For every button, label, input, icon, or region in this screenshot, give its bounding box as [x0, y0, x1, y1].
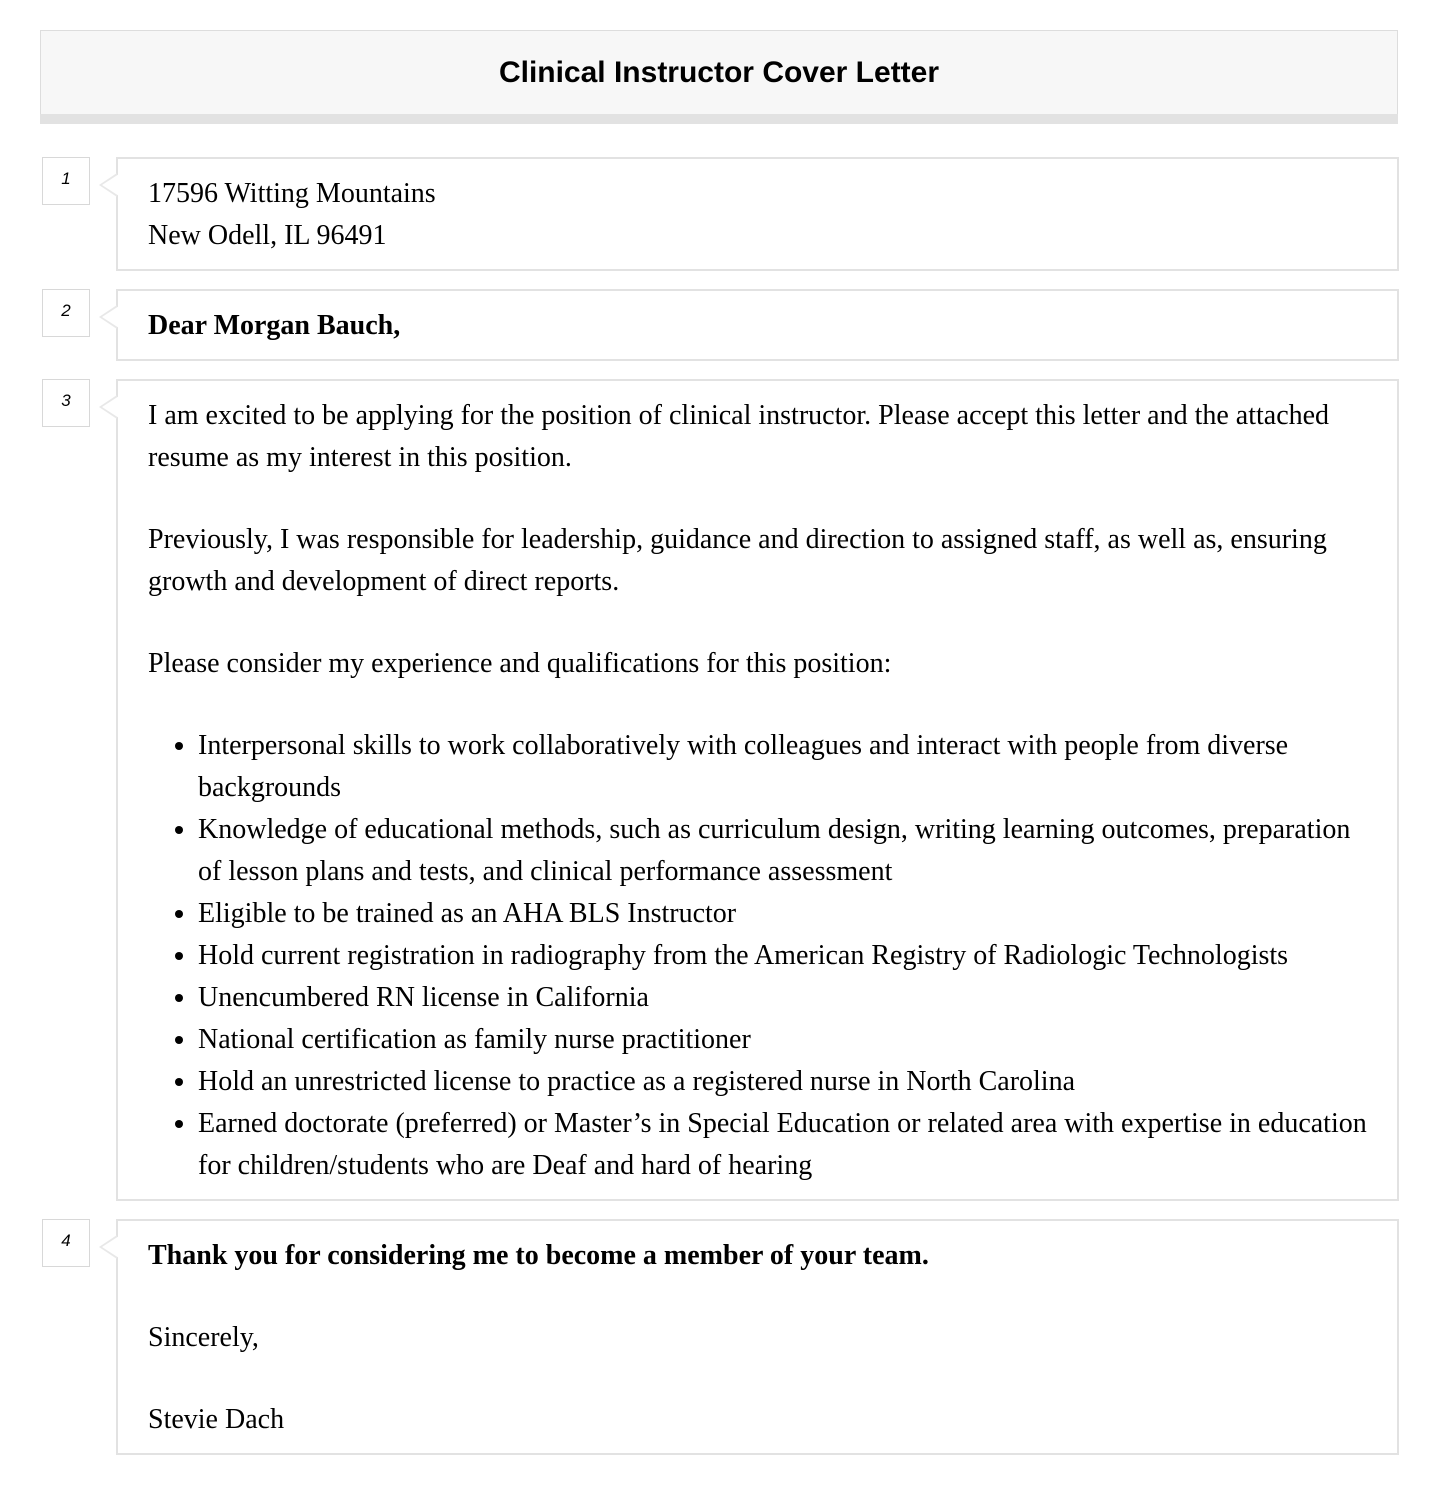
list-item: • Interpersonal skills to work collaboratively with colleagues and interact with people from diverse backgrounds	[198, 725, 1367, 809]
list-intro: Please consider my experience and qualifications for this position:	[148, 648, 892, 679]
section-content	[116, 289, 1399, 361]
page-title: Clinical Instructor Cover Letter	[498, 55, 940, 89]
signoff: Sincerely,	[148, 1322, 259, 1353]
address-line-2: New Odell, IL 96491	[148, 220, 387, 251]
list-item: • Hold an unrestricted license to practice as a registered nurse in North Carolina	[198, 1061, 1367, 1103]
list-item: • Unencumbered RN license in California	[198, 977, 1367, 1019]
section-content	[116, 379, 1399, 1201]
intro-paragraph: I am excited to be applying for the position of clinical instructor. Please accept this letter and the attached resume as my interest in this position.	[148, 400, 1330, 473]
signature: Stevie Dach	[148, 1404, 285, 1435]
list-item: • National certification as family nurse practitioner	[198, 1019, 1367, 1061]
qualifications-list	[148, 725, 1367, 1187]
section-content	[116, 1219, 1399, 1455]
list-item: • Earned doctorate (preferred) or Master’s in Special Education or related area with expertise in education for children/students who are Deaf and hard of hearing	[198, 1103, 1367, 1187]
list-item: • Hold current registration in radiography from the American Registry of Radiologic Technologists	[198, 935, 1367, 977]
closing-statement: Thank you for considering me to become a member of your team.	[148, 1240, 929, 1271]
section-number: 4	[42, 1219, 90, 1267]
experience-paragraph: Previously, I was responsible for leadership, guidance and direction to assigned staff, as well as, ensuring growth and development of direct reports.	[148, 524, 1327, 597]
list-item: • Eligible to be trained as an AHA BLS Instructor	[198, 893, 1367, 935]
section-number: 2	[42, 289, 90, 337]
address-line-1: 17596 Witting Mountains	[148, 178, 436, 209]
list-item: • Knowledge of educational methods, such as curriculum design, writing learning outcomes, preparation of lesson plans and tests, and clinical performance assessment	[198, 809, 1367, 893]
section-number: 1	[42, 157, 90, 205]
title-bar	[40, 30, 1398, 114]
salutation: Dear Morgan Bauch,	[148, 310, 401, 341]
section-number: 3	[42, 379, 90, 427]
section-content	[116, 157, 1399, 271]
